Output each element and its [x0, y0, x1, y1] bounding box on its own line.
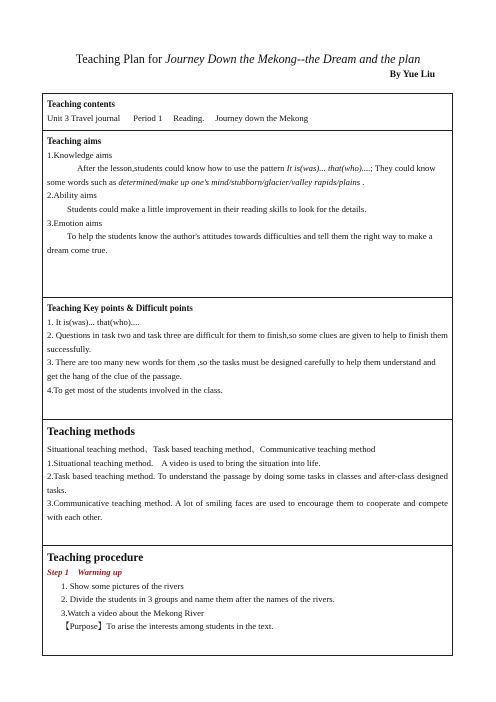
- ability-aims-text: Students could make a little improvement in their reading skills to look for the details.: [67, 203, 367, 214]
- procedure-item: 2. Divide the students in 3 groups and name them after the names of the rivers.: [61, 594, 335, 605]
- keypoint-item: 1. It is(was)... that(who)....: [47, 316, 140, 327]
- keypoint-item: 2. Questions in task two and task three are difficult for them to finish,so some clues are given to help to finish them successfully.: [47, 330, 448, 354]
- knowledge-words: determined/make up one's mind/stubborn/glacier/valley rapids/plains: [118, 176, 361, 187]
- teaching-plan-table: [42, 93, 453, 656]
- contents-cell: [43, 94, 452, 131]
- procedure-item: 1. Show some pictures of the rivers: [61, 580, 184, 591]
- keypoint-item: 3. There are too many new words for them ,so the tasks must be designed carefully to help them understand and get the hang of the clue of the passage.: [47, 357, 436, 381]
- method-item: 2.Task based teaching method. To understand the passage by doing some tasks in classes and after-class designed tasks.: [47, 471, 448, 495]
- document-title: [0, 52, 496, 67]
- title-plain: Teaching Plan for: [75, 52, 166, 66]
- emotion-aims-span: To help the students know the author's attitudes towards difficulties and tell them the right way to make a dream come true.: [47, 231, 433, 255]
- contents-line: Unit 3 Travel journal Period 1 Reading. Journey down the Mekong: [47, 112, 309, 123]
- knowledge-text-a: After the lesson,students could know how to use the pattern: [77, 163, 287, 174]
- title-italic: Journey Down the Mekong--the Dream and the plan: [165, 52, 421, 66]
- knowledge-aims-label: 1.Knowledge aims: [47, 149, 113, 160]
- keypoint-item: 4.To get most of the students involved in the class.: [47, 384, 223, 395]
- contents-heading: Teaching contents: [47, 99, 115, 109]
- keypoints-cell: [43, 298, 452, 420]
- procedure-purpose: 【Purpose】To arise the interests among students in the text.: [61, 621, 274, 632]
- methods-heading: Teaching methods: [47, 426, 135, 438]
- methods-intro: Situational teaching method、Task based teaching method、Communicative teaching method: [47, 444, 376, 454]
- knowledge-pattern: It is(was)... that(who)....: [286, 163, 371, 174]
- method-item: 3.Communicative teaching method. A lot of smiling faces are used to encourage them to cooperate and compete with each other.: [47, 498, 448, 522]
- aims-cell: [43, 131, 452, 298]
- procedure-item: 3.Watch a video about the Mekong River: [61, 607, 204, 618]
- emotion-aims-text: [47, 230, 448, 257]
- keypoints-heading: Teaching Key points & Difficult points: [47, 303, 193, 313]
- knowledge-text-b: ; They could know some words such as: [47, 163, 436, 187]
- knowledge-aims-text: [47, 162, 448, 189]
- method-item: 1.Situational teaching method. A video is used to bring the situation into life.: [47, 457, 321, 468]
- aims-heading: Teaching aims: [47, 136, 102, 146]
- procedure-cell: [43, 546, 452, 655]
- methods-cell: [43, 420, 452, 546]
- author-line: By Yue Liu: [389, 70, 435, 80]
- procedure-heading: Teaching procedure: [47, 552, 144, 564]
- knowledge-end: .: [360, 176, 365, 187]
- ability-aims-label: 2.Ability aims: [47, 190, 97, 201]
- emotion-aims-label: 3.Emotion aims: [47, 217, 103, 228]
- procedure-step: Step 1 Warming up: [47, 567, 122, 577]
